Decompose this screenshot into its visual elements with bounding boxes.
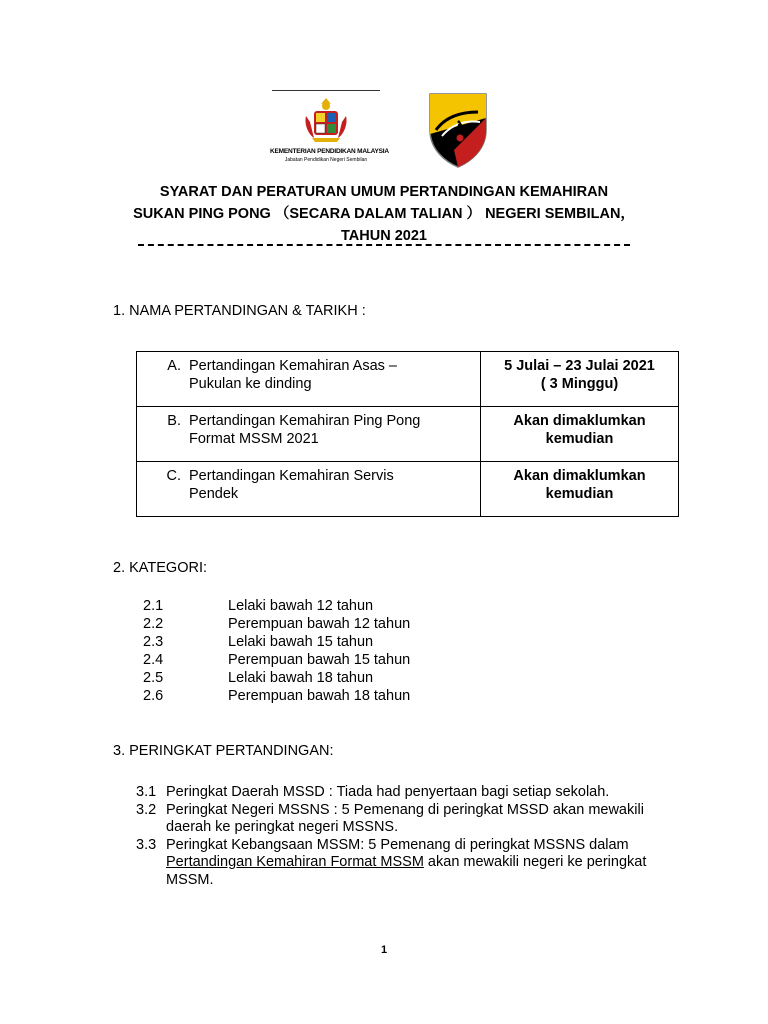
- header-logos: [270, 88, 510, 172]
- event-date-line: ( 3 Minggu): [540, 376, 619, 392]
- category-number: 2.5: [143, 670, 164, 686]
- kpm-logo: [270, 88, 389, 172]
- category-item: [143, 670, 373, 686]
- level-list: [136, 784, 676, 889]
- level-text-part: Peringkat Kebangsaan MSSM: 5 Pemenang di peringkat MSSNS dalam: [166, 836, 629, 853]
- event-date-line: Akan dimaklumkan: [513, 468, 646, 484]
- kpm-name: KEMENTERIAN PENDIDIKAN MALAYSIA: [270, 148, 389, 155]
- event-name-line: Pertandingan Kemahiran Ping Pong: [189, 413, 421, 429]
- level-text: [166, 837, 676, 890]
- category-number: 2.4: [143, 652, 164, 668]
- title-line-2: SUKAN PING PONG （SECARA DALAM TALIAN ） NEGERI SEMBILAN，: [133, 206, 635, 222]
- category-number: 2.3: [143, 634, 164, 650]
- event-date-line: 5 Julai – 23 Julai 2021: [504, 358, 655, 374]
- underlined-event-name: Pertandingan Kemahiran Format MSSM: [166, 854, 424, 870]
- table-row: [137, 352, 679, 407]
- section-2-heading: 2. KATEGORI:: [113, 560, 208, 576]
- event-date-line: kemudian: [545, 486, 614, 502]
- level-item: [136, 784, 676, 802]
- level-text-part: akan mewakili negeri ke peringkat MSSM.: [166, 854, 647, 888]
- category-item: [143, 616, 410, 632]
- document-title: [0, 181, 768, 247]
- event-name-line: Format MSSM 2021: [189, 431, 319, 447]
- category-label: Perempuan bawah 12 tahun: [228, 616, 411, 632]
- event-date-cell: [481, 462, 679, 517]
- category-item: [143, 598, 373, 614]
- category-label: Perempuan bawah 18 tahun: [228, 688, 411, 704]
- level-text: Peringkat Negeri MSSNS : 5 Pemenang di peringkat MSSD akan mewakili daerah ke peringkat negeri MSSNS.: [166, 801, 644, 835]
- event-name-cell: [137, 407, 481, 462]
- logo-rule: [272, 90, 380, 91]
- category-item: [143, 652, 410, 668]
- event-letter: B.: [167, 413, 181, 429]
- level-text: Peringkat Daerah MSSD : Tiada had penyertaan bagi setiap sekolah.: [166, 784, 610, 800]
- event-name-cell: [137, 462, 481, 517]
- category-number: 2.2: [143, 616, 164, 632]
- category-item: [143, 688, 410, 704]
- category-label: Perempuan bawah 15 tahun: [228, 652, 411, 668]
- title-line-3: TAHUN 2021: [341, 228, 427, 244]
- level-number: 3.2: [136, 801, 157, 818]
- event-name-line: Pukulan ke dinding: [189, 376, 312, 392]
- category-number: 2.6: [143, 688, 164, 704]
- event-name-cell: [137, 352, 481, 407]
- section-3-heading: 3. PERINGKAT PERTANDINGAN:: [113, 743, 334, 759]
- title-line-1: SYARAT DAN PERATURAN UMUM PERTANDINGAN KEMAHIRAN: [159, 184, 609, 200]
- event-date-line: kemudian: [545, 431, 614, 447]
- category-label: Lelaki bawah 15 tahun: [228, 634, 374, 650]
- category-number: 2.1: [143, 598, 164, 614]
- malaysia-crest-icon: [300, 94, 352, 146]
- level-number: 3.3: [136, 836, 157, 853]
- event-date-line: Akan dimaklumkan: [513, 413, 646, 429]
- jpn-name: Jabatan Pendidikan Negeri Sembilan: [284, 157, 368, 163]
- negeri-sembilan-shield-icon: [426, 90, 490, 170]
- event-name-line: Pertandingan Kemahiran Servis: [189, 468, 394, 484]
- level-item: [136, 837, 676, 890]
- page-number: 1: [380, 944, 388, 956]
- table-row: [137, 407, 679, 462]
- level-number: 3.1: [136, 784, 157, 800]
- event-letter: A.: [167, 358, 181, 374]
- event-date-cell: [481, 352, 679, 407]
- category-item: [143, 634, 373, 650]
- events-table: [136, 351, 679, 517]
- category-label: Lelaki bawah 18 tahun: [228, 670, 374, 686]
- table-row: [137, 462, 679, 517]
- event-name-line: Pendek: [189, 486, 239, 502]
- section-1-heading: 1. NAMA PERTANDINGAN & TARIKH :: [113, 303, 366, 319]
- event-letter: C.: [166, 468, 181, 484]
- event-name-line: Pertandingan Kemahiran Asas –: [189, 358, 397, 374]
- event-date-cell: [481, 407, 679, 462]
- dashed-divider: [138, 244, 630, 248]
- level-item: [136, 802, 676, 837]
- category-label: Lelaki bawah 12 tahun: [228, 598, 374, 614]
